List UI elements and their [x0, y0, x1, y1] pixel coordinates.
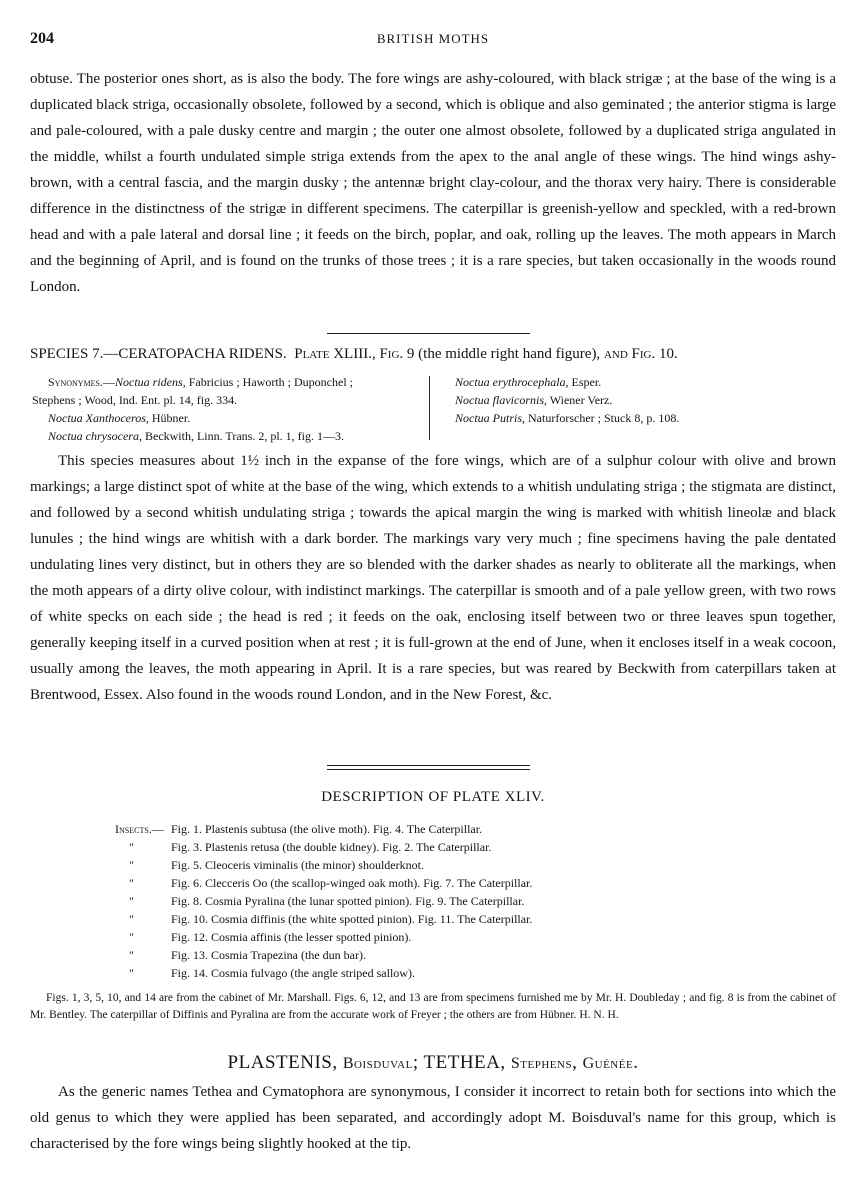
species-heading — [30, 346, 840, 363]
ditto-mark: " — [129, 930, 134, 944]
genus-heading — [0, 1052, 866, 1074]
synonym-line — [455, 373, 835, 391]
synonym-name: Noctua flavicornis — [455, 393, 544, 407]
synonym-citation: , Naturforscher ; Stuck 8, p. 108. — [522, 411, 680, 425]
figure-text: Fig. 3. Plastenis retusa (the double kidney). Fig. 2. The Caterpillar. — [171, 840, 492, 854]
figure-text: Fig. 5. Cleoceris viminalis (the minor) shoulderknot. — [171, 858, 424, 872]
fig-ref-2: 10. — [655, 346, 678, 362]
figure-text: Fig. 12. Cosmia affinis (the lesser spotted pinion). — [171, 930, 412, 944]
ditto-mark: " — [129, 894, 134, 908]
genus-name: TETHEA, — [423, 1052, 511, 1073]
ditto-mark: " — [129, 858, 134, 872]
ditto-mark: " — [129, 912, 134, 926]
synonym-name: Noctua erythrocephala — [455, 375, 566, 389]
synonym-citation: , Wiener Verz. — [544, 393, 613, 407]
synonym-line — [455, 409, 835, 427]
plate-figure-row — [115, 856, 835, 874]
plate-note: Figs. 1, 3, 5, 10, and 14 are from the cabinet of Mr. Marshall. Figs. 6, 12, and 13 are from specimens furnished me by Mr. H. Doubleday ; and fig. 8 is from the cabinet of Mr. Bentley. The caterpillar of Diffinis and Pyralina are from the accurate work of Freyer ; the others are from Hübner. H. N. H. — [30, 992, 836, 1021]
genus-comma: , — [572, 1052, 583, 1073]
figure-text: Fig. 6. Clecceris Oo (the scallop-winged oak moth). Fig. 7. The Caterpillar. — [171, 876, 533, 890]
insects-label: Insects.— — [115, 822, 164, 836]
genus-author: Boisduval — [342, 1055, 413, 1072]
ditto-mark: " — [129, 876, 134, 890]
synonym-line — [455, 391, 835, 409]
synonym-line — [32, 427, 422, 445]
plate-figure-row — [115, 892, 835, 910]
synonyms-left — [32, 373, 422, 445]
genus-name: PLASTENIS, — [227, 1052, 343, 1073]
species-description: This species measures about 1½ inch in the expanse of the fore wings, which are of a sulphur colour with olive and brown markings; a large distinct spot of white at the base of the wing, which extends to a whitish undulating striga ; the stigmata are distinct, and followed by a second whitish undulating striga ; towards the apical margin the wing is marked with whitish lineolæ and black lunules ; the hind wings are whitish with a dark border. The markings vary very much ; fine specimens having the pale dentated undulating lines very distinct, but in others they are so blended with the darker shades as nearly to obliterate all the markings, when the moth appears of a dirty olive colour, with indistinct markings. The caterpillar is smooth and of a pale yellow green, with two rows of white specks on each side ; the head is red ; it feeds on the oak, enclosing itself between two or three leaves spun together, generally keeping itself in a curved position when at rest ; it is full-grown at the end of June, when it encloses itself in a weak cocoon, usually among the leaves, the moth appearing in April. It is a rare species, but was reared by Beckwith from caterpillars taken at Brentwood, Essex. Also found in the woods round London, and in the New Forest, &c. — [30, 453, 836, 703]
section-rule — [327, 333, 530, 334]
plate-figure-row — [115, 964, 835, 982]
plate-figure-row — [115, 820, 835, 838]
synonym-citation: , Esper. — [565, 375, 602, 389]
genus-author: Stephens — [510, 1055, 573, 1072]
synonym-citation: , Fabricius ; Haworth ; Duponchel ; — [182, 375, 353, 389]
genus-paragraph: As the generic names Tethea and Cymatophora are synonymous, I consider it incorrect to retain both for sections into which the old genus to which they were applied has been separated, and accordingly adopt M. Boisduval's name for this group, which is characterised by the fore wings being slightly hooked at the tip. — [30, 1084, 836, 1152]
plate-ref: XLIII., — [333, 346, 380, 362]
plate-word: Plate — [294, 346, 330, 362]
synonyms-right — [455, 373, 835, 427]
synonym-line — [32, 391, 422, 409]
synonym-line — [32, 373, 422, 391]
ditto-mark: " — [129, 948, 134, 962]
intro-paragraph: obtuse. The posterior ones short, as is also the body. The fore wings are ashy-coloured, with black strigæ ; at the base of the wing is a duplicated black striga, occasionally obsolete, followed by a second, which is oblique and also geminated ; the anterior stigma is large and pale-coloured, with a pale dusky centre and margin ; the outer one almost obsolete, followed by a duplicated striga angulated in the middle, whilst a fourth undulated simple striga extends from the apex to the anal angle of these wings. The hind wings ashy-brown, with a central fascia, and the margin dusky ; the antennæ bright clay-colour, and the thorax very hairy. There is considerable difference in the distinctness of the strigæ in different specimens. The caterpillar is greenish-yellow and speckled, with a red-brown head and with a pale lateral and dorsal line ; it feeds on the birch, poplar, and oak, rolling up the leaves. The moth appears in March and the beginning of April, and is found on the trunks of those trees ; it is a rare species, but taken occasionally in the woods round London. — [30, 71, 836, 295]
figure-text: Fig. 14. Cosmia fulvago (the angle striped sallow). — [171, 966, 415, 980]
synonym-citation: , Beckwith, Linn. Trans. 2, pl. 1, fig. 1—3. — [138, 429, 344, 443]
page-number: 204 — [30, 30, 54, 47]
synonyms-label: Synonymes.— — [48, 375, 116, 389]
fig-word-2: Fig. — [631, 346, 656, 362]
synonym-name: Noctua ridens — [115, 375, 183, 389]
plate-figure-row — [115, 946, 835, 964]
fig-ref: 9 (the middle right hand figure), — [403, 346, 604, 362]
synonym-name: Noctua Putris — [455, 411, 523, 425]
plate-figure-row — [115, 874, 835, 892]
page-header — [30, 30, 836, 52]
genus-author: Guénée — [582, 1055, 634, 1072]
genus-separator: ; — [412, 1052, 424, 1073]
fig-word: Fig. — [379, 346, 404, 362]
plate-title: DESCRIPTION OF PLATE XLIV. — [321, 789, 545, 805]
synonyms-divider — [429, 376, 430, 440]
ditto-mark: " — [129, 966, 134, 980]
ditto-mark: " — [129, 840, 134, 854]
plate-figure-row — [115, 910, 835, 928]
figure-text: Fig. 10. Cosmia diffinis (the white spotted pinion). Fig. 11. The Caterpillar. — [171, 912, 533, 926]
plate-figure-row — [115, 928, 835, 946]
synonym-line — [32, 409, 422, 427]
synonym-name: Noctua chrysocera — [48, 429, 139, 443]
synonym-name: Noctua Xanthoceros — [48, 411, 146, 425]
synonym-citation: Stephens ; Wood, Ind. Ent. pl. 14, fig. 334. — [32, 393, 238, 407]
figure-text: Fig. 8. Cosmia Pyralina (the lunar spotted pinion). Fig. 9. The Caterpillar. — [171, 894, 525, 908]
and-word: and — [603, 346, 628, 362]
plate-figure-list — [115, 820, 835, 982]
genus-end: . — [633, 1052, 639, 1073]
synonym-citation: , Hübner. — [145, 411, 191, 425]
running-head: BRITISH MOTHS — [376, 31, 490, 46]
figure-text: Fig. 1. Plastenis subtusa (the olive moth). Fig. 4. The Caterpillar. — [171, 822, 483, 836]
double-rule — [327, 765, 530, 770]
plate-figure-row — [115, 838, 835, 856]
figure-text: Fig. 13. Cosmia Trapezina (the dun bar). — [171, 948, 366, 962]
species-label: SPECIES 7.—CERATOPACHA RIDENS. — [30, 346, 287, 362]
